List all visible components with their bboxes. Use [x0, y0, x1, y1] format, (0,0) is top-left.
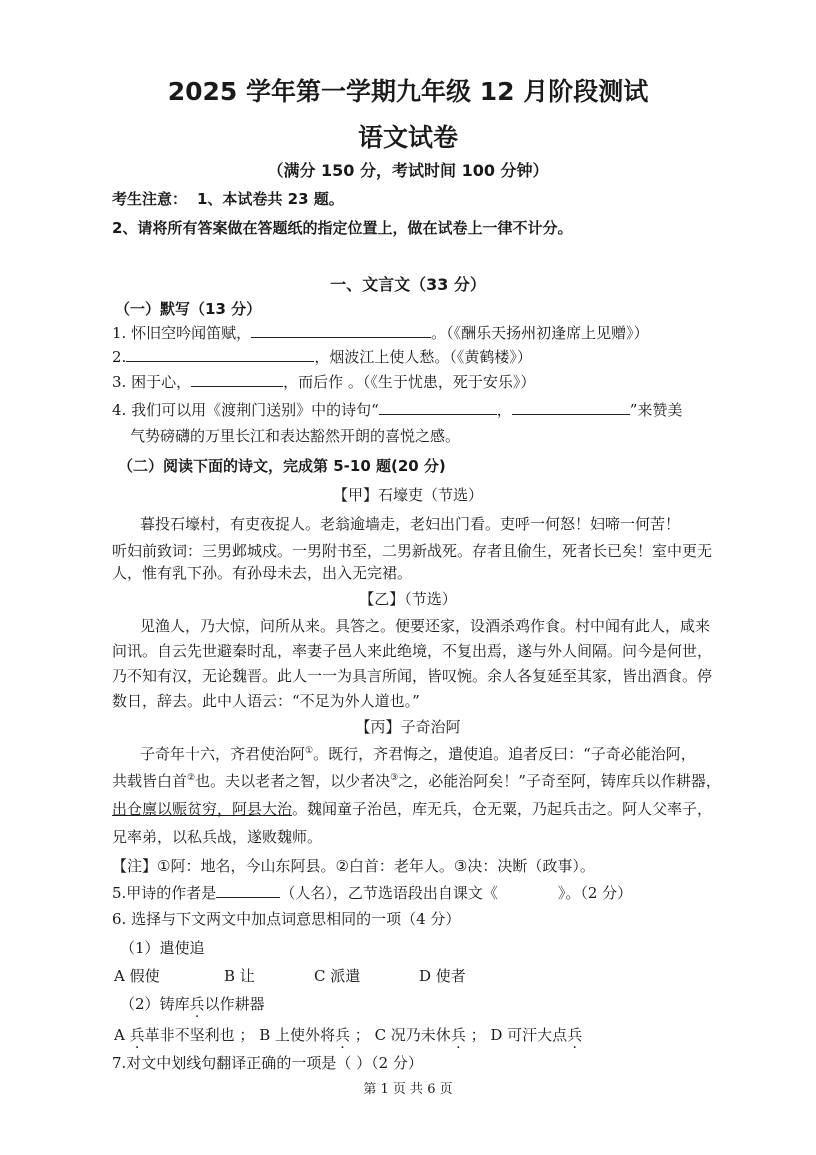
score-info: （满分 150 分，考试时间 100 分钟）	[267, 161, 549, 180]
q3-blank[interactable]	[191, 372, 283, 387]
q1-suffix: 。（《酬乐天扬州初逢席上见赠》）	[431, 324, 649, 342]
annotation: 【注】①阿：地名，今山东阿县。②白首：老年人。③决：决断（政事）。	[112, 857, 595, 875]
q1-blank[interactable]	[251, 323, 431, 338]
option-text: D 可汗大点	[490, 1026, 568, 1044]
dotted-word: 兵	[189, 995, 205, 1013]
notice-item-1: 1、本试卷共 23 题。	[197, 190, 344, 208]
q6-sub2-text: 以作耕器	[204, 995, 265, 1013]
footnote-marker: ①	[305, 746, 314, 756]
exam-title: 2025 学年第一学期九年级 12 月阶段测试	[167, 77, 649, 106]
q6-sub2-text: （2）铸库	[120, 995, 190, 1013]
bing-line-2	[112, 770, 721, 791]
q2-prefix: 2.	[112, 348, 127, 366]
bing-line-3	[112, 798, 712, 819]
footnote-marker: ②	[187, 773, 196, 783]
q4-mid: ，	[496, 401, 512, 419]
footnote-marker: ③	[390, 773, 399, 783]
jia-title: 【甲】石壕吏（节选）	[332, 486, 483, 504]
bing-line-1	[140, 743, 696, 764]
bing-title: 【丙】子奇治阿	[355, 718, 461, 736]
q4-line-2: 气势磅礴的万里长江和表达豁然开朗的喜悦之感。	[130, 427, 461, 445]
page-footer: 第 1 页 共 6 页	[363, 1082, 453, 1097]
q4-prefix: 4. 我们可以用《渡荆门送别》中的诗句“	[112, 401, 379, 419]
option-b[interactable]: B 让	[224, 967, 255, 985]
question-5	[112, 882, 632, 903]
yi-line-2: 问讯。自云先世避秦时乱，率妻子邑人来此绝境，不复出焉，遂与外人间隔。问今是何世，	[112, 642, 713, 660]
q6-sub-2	[120, 993, 265, 1014]
option-text: C 况乃未休	[374, 1026, 451, 1044]
q3-prefix: 3. 困于心，	[112, 373, 192, 391]
bing-text: 。魏闻童子治邑，库无兵，仓无粟，乃起兵击之。阿人父率子，	[292, 800, 713, 818]
question-2	[112, 346, 532, 367]
q4-blank-2[interactable]	[512, 400, 630, 415]
question-6-stem: 6. 选择与下文两文中加点词意思相同的一项（4 分）	[112, 910, 461, 928]
q5-prefix: 5.甲诗的作者是	[112, 884, 217, 902]
yi-line-1: 见渔人，乃大惊，问所从来。具答之。便要还家，设酒杀鸡作食。村中闻有此人，咸来	[140, 617, 711, 635]
option-a[interactable]: A 假使	[114, 967, 160, 985]
bing-line-4: 兄率弟，以私兵战，遂败魏师。	[112, 828, 323, 846]
underlined-sentence: 出仓廪以赈贫穷，阿县大治	[112, 800, 293, 818]
section-title: 一、文言文（33 分）	[330, 275, 486, 294]
yi-line-3: 乃不知有汉，无论魏晋。此人一一为具言所闻，皆叹惋。余人各复延至其家，皆出酒食。停	[112, 667, 713, 685]
q3-suffix: ，而后作 。（《生于忧患，死于安乐》）	[283, 373, 536, 391]
question-4	[112, 399, 682, 420]
option-b[interactable]	[259, 1026, 370, 1044]
part2-title: （二）阅读下面的诗文，完成第 5-10 题(20 分)	[118, 457, 446, 475]
q4-blank-1[interactable]	[379, 400, 497, 415]
bing-text: 之，必能治阿矣！”子奇至阿，铸库兵以作耕器，	[398, 772, 721, 790]
notice-label: 考生注意：	[112, 190, 188, 208]
option-text: ；	[465, 1026, 486, 1044]
question-3	[112, 371, 535, 392]
exam-subtitle: 语文试卷	[357, 123, 458, 152]
option-text: A	[114, 1026, 130, 1044]
q6-sub-2-options	[114, 1024, 582, 1045]
yi-title: 【乙】（节选）	[359, 590, 457, 608]
q5-suffix: 》。（2 分）	[557, 884, 633, 902]
dotted-word: 兵	[450, 1026, 466, 1044]
question-1	[112, 322, 649, 343]
bing-text: 共载皆白首	[112, 772, 188, 790]
option-text: B 上使外将	[259, 1026, 335, 1044]
notice-item-2: 2、请将所有答案做在答题纸的指定位置上，做在试卷上一律不计分。	[112, 219, 573, 237]
dotted-word: 兵	[567, 1026, 583, 1044]
bing-text: 。既行，齐君悔之，遣使追。追者反曰：“子奇必能治阿，	[313, 745, 696, 763]
bing-text: 子奇年十六，齐君使治阿	[140, 745, 306, 763]
q2-suffix: ，烟波江上使人愁。（《黄鹤楼》）	[314, 348, 532, 366]
yi-line-4: 数日，辞去。此中人语云：“不足为外人道也。”	[112, 692, 420, 710]
q5-blank-author[interactable]	[216, 883, 280, 898]
option-text: ；	[350, 1026, 370, 1044]
jia-line-1: 暮投石壕村，有吏夜捉人。老翁逾墙走，老妇出门看。吏呼一何怒！妇啼一何苦！	[140, 515, 681, 533]
q4-suffix: ”来赞美	[629, 401, 683, 419]
dotted-word: 兵	[129, 1026, 145, 1044]
q1-prefix: 1. 怀旧空吟闻笛赋，	[112, 324, 252, 342]
dotted-word: 兵	[334, 1026, 350, 1044]
option-c[interactable]	[375, 1026, 486, 1044]
jia-line-2: 听妇前致词：三男邺城戍。一男附书至，二男新战死。存者且偷生，死者长已矣！室中更无	[112, 542, 713, 560]
option-d[interactable]: D 使者	[419, 967, 466, 985]
option-text: 革非不坚利也 ；	[144, 1026, 255, 1044]
jia-line-3: 人，惟有乳下孙。有孙母未去，出入无完裙。	[112, 564, 413, 582]
option-c[interactable]: C 派遣	[314, 967, 361, 985]
question-7: 7.对文中划线句翻译正确的一项是（ ）（2 分）	[112, 1054, 423, 1072]
option-d[interactable]	[490, 1026, 582, 1044]
q6-sub-1: （1）遣使追	[120, 939, 205, 957]
option-a[interactable]	[114, 1026, 254, 1044]
bing-text: 也。夫以老者之智，以少者决	[195, 772, 391, 790]
part1-title: （一）默写（13 分）	[115, 300, 262, 318]
q2-blank[interactable]	[126, 347, 314, 362]
q5-mid: （人名），乙节选语段出自课文《	[280, 884, 498, 902]
